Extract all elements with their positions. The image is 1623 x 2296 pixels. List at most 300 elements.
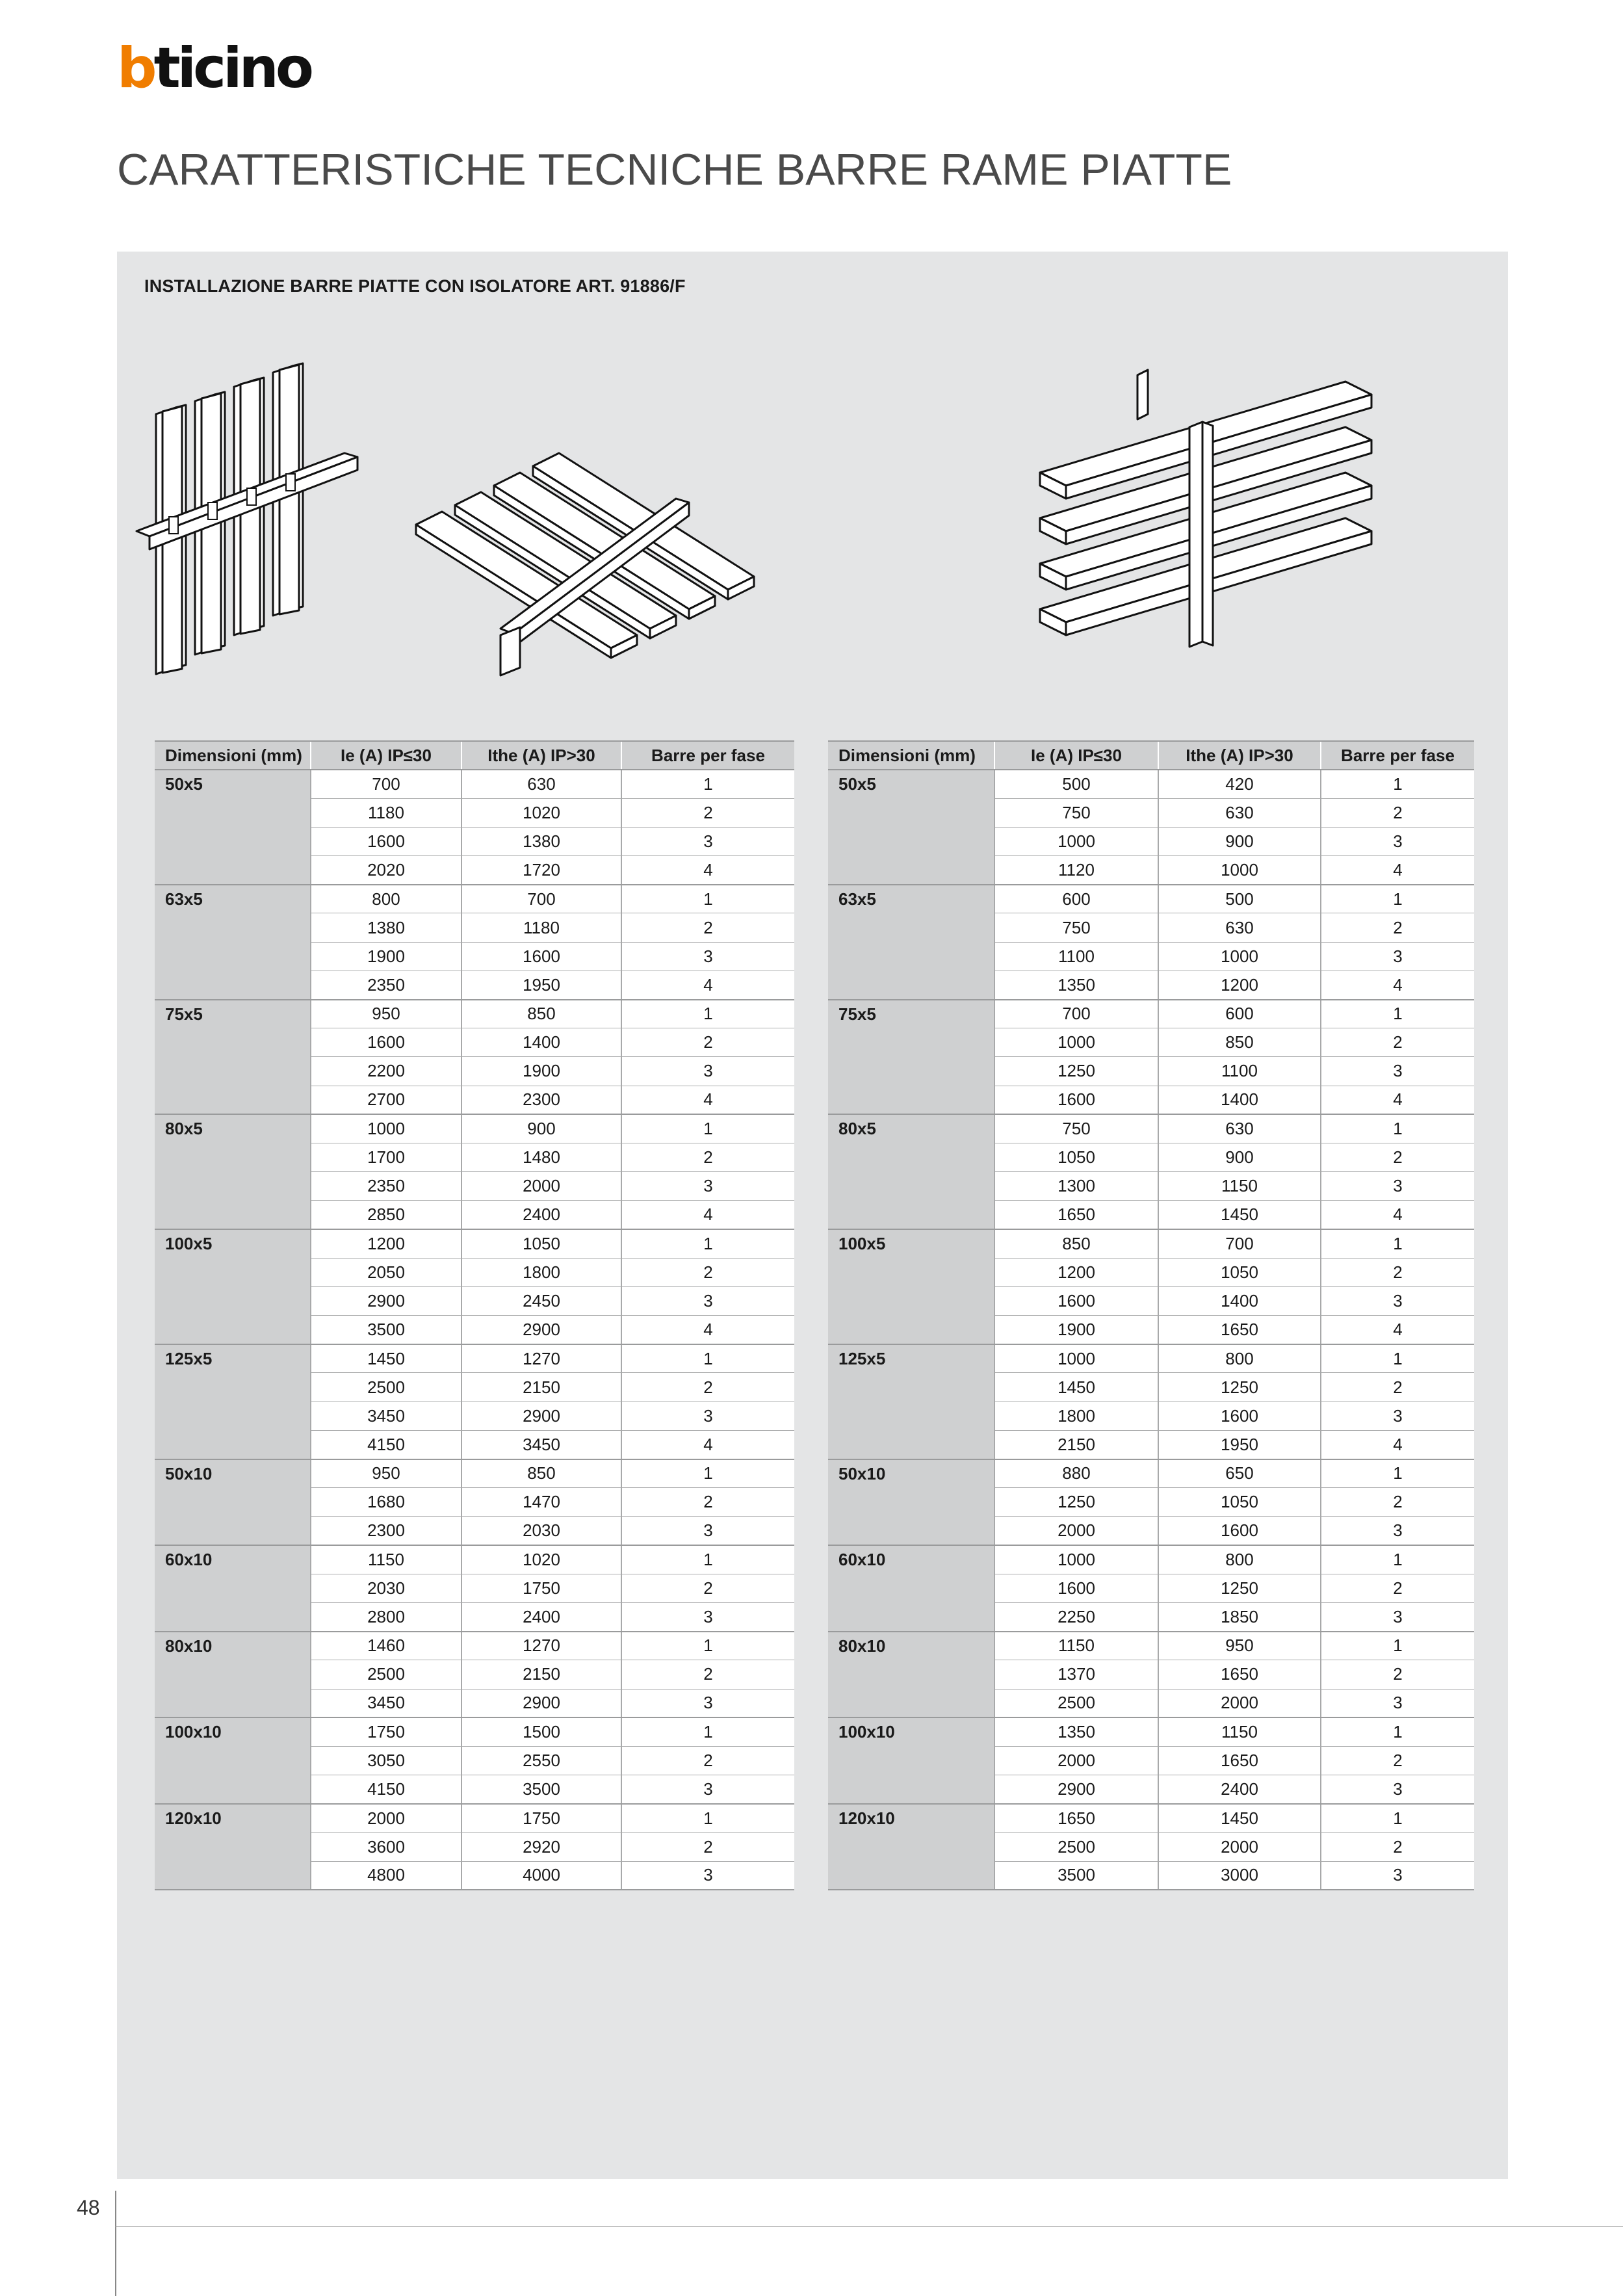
bars-per-phase-cell: 4 <box>621 1201 794 1229</box>
ithe-value-cell: 700 <box>1158 1229 1321 1258</box>
ie-value-cell: 700 <box>994 1000 1158 1028</box>
dimension-cell: 100x5 <box>828 1229 994 1344</box>
bars-per-phase-cell: 2 <box>1321 1028 1474 1057</box>
ie-value-cell: 1000 <box>994 1344 1158 1373</box>
bars-per-phase-cell: 3 <box>621 1775 794 1804</box>
ithe-value-cell: 1500 <box>461 1717 621 1746</box>
bars-per-phase-cell: 2 <box>621 913 794 942</box>
dimension-cell: 63x5 <box>828 885 994 1000</box>
ithe-value-cell: 1150 <box>1158 1172 1321 1201</box>
ie-value-cell: 850 <box>994 1229 1158 1258</box>
ie-value-cell: 1650 <box>994 1804 1158 1833</box>
ithe-value-cell: 2550 <box>461 1746 621 1775</box>
ithe-value-cell: 2000 <box>1158 1689 1321 1717</box>
bars-per-phase-cell: 1 <box>1321 1344 1474 1373</box>
dimension-cell: 75x5 <box>828 1000 994 1115</box>
ithe-value-cell: 1450 <box>1158 1201 1321 1229</box>
ie-value-cell: 2500 <box>311 1660 461 1689</box>
dimension-cell: 120x10 <box>828 1804 994 1890</box>
ithe-value-cell: 900 <box>461 1114 621 1143</box>
ie-value-cell: 2800 <box>311 1602 461 1631</box>
table-row <box>155 1459 794 1488</box>
ithe-value-cell: 1050 <box>461 1229 621 1258</box>
bars-per-phase-cell: 2 <box>621 1258 794 1286</box>
table-row <box>155 1344 794 1373</box>
ie-value-cell: 2700 <box>311 1086 461 1114</box>
bars-per-phase-cell: 3 <box>1321 1517 1474 1545</box>
ithe-value-cell: 850 <box>1158 1028 1321 1057</box>
table-row <box>155 1229 794 1258</box>
bars-per-phase-cell: 3 <box>621 1286 794 1315</box>
ie-value-cell: 3600 <box>311 1833 461 1861</box>
dimension-cell: 80x5 <box>828 1114 994 1229</box>
bars-per-phase-cell: 4 <box>621 1430 794 1459</box>
ie-value-cell: 1120 <box>994 856 1158 885</box>
ie-value-cell: 880 <box>994 1459 1158 1488</box>
table-row <box>828 1000 1474 1028</box>
ithe-value-cell: 2400 <box>461 1602 621 1631</box>
ithe-value-cell: 1800 <box>461 1258 621 1286</box>
bars-per-phase-cell: 3 <box>1321 1689 1474 1717</box>
ithe-value-cell: 600 <box>1158 1000 1321 1028</box>
right-ratings-table <box>828 740 1474 1890</box>
bticino-logo <box>117 36 311 101</box>
bars-per-phase-cell: 3 <box>1321 942 1474 971</box>
ithe-value-cell: 1950 <box>1158 1430 1321 1459</box>
column-header: Dimensioni (mm) <box>828 741 994 770</box>
ithe-value-cell: 630 <box>1158 798 1321 827</box>
ie-value-cell: 1800 <box>994 1402 1158 1430</box>
bars-per-phase-cell: 2 <box>621 1833 794 1861</box>
footer-divider-vertical <box>115 2191 116 2296</box>
bars-per-phase-cell: 3 <box>621 827 794 855</box>
bars-per-phase-cell: 2 <box>621 1746 794 1775</box>
ithe-value-cell: 1100 <box>1158 1057 1321 1086</box>
ie-value-cell: 3500 <box>311 1316 461 1344</box>
ie-value-cell: 2900 <box>994 1775 1158 1804</box>
ithe-value-cell: 1380 <box>461 827 621 855</box>
ithe-value-cell: 950 <box>1158 1632 1321 1660</box>
table-row <box>828 770 1474 798</box>
ithe-value-cell: 1480 <box>461 1143 621 1171</box>
ie-value-cell: 1370 <box>994 1660 1158 1689</box>
table-row <box>828 1545 1474 1574</box>
table-row <box>155 1804 794 1833</box>
ithe-value-cell: 900 <box>1158 1143 1321 1171</box>
bars-per-phase-cell: 2 <box>621 1143 794 1171</box>
table-row <box>828 1229 1474 1258</box>
dimension-cell: 50x10 <box>155 1459 311 1546</box>
ithe-value-cell: 1020 <box>461 1545 621 1574</box>
stacked-busbars-illustration <box>1007 336 1488 700</box>
bars-per-phase-cell: 3 <box>1321 1402 1474 1430</box>
table-row <box>828 1114 1474 1143</box>
ithe-value-cell: 1200 <box>1158 971 1321 999</box>
ithe-value-cell: 1650 <box>1158 1316 1321 1344</box>
ithe-value-cell: 3000 <box>1158 1861 1321 1890</box>
dimension-cell: 125x5 <box>828 1344 994 1459</box>
bars-per-phase-cell: 1 <box>621 1804 794 1833</box>
ithe-value-cell: 1020 <box>461 798 621 827</box>
bars-per-phase-cell: 3 <box>621 1517 794 1545</box>
ie-value-cell: 2850 <box>311 1201 461 1229</box>
ie-value-cell: 2300 <box>311 1517 461 1545</box>
ie-value-cell: 1450 <box>311 1344 461 1373</box>
ithe-value-cell: 4000 <box>461 1861 621 1890</box>
ie-value-cell: 1250 <box>994 1488 1158 1517</box>
bars-per-phase-cell: 4 <box>1321 1430 1474 1459</box>
column-header: Barre per fase <box>621 741 794 770</box>
bars-per-phase-cell: 2 <box>1321 1258 1474 1286</box>
bars-per-phase-cell: 1 <box>1321 1000 1474 1028</box>
ithe-value-cell: 2400 <box>1158 1775 1321 1804</box>
ie-value-cell: 1600 <box>311 827 461 855</box>
bars-per-phase-cell: 1 <box>1321 885 1474 913</box>
ie-value-cell: 4150 <box>311 1775 461 1804</box>
ie-value-cell: 2250 <box>994 1602 1158 1631</box>
ie-value-cell: 1700 <box>311 1143 461 1171</box>
ie-value-cell: 750 <box>994 913 1158 942</box>
dimension-cell: 80x10 <box>155 1632 311 1718</box>
ie-value-cell: 750 <box>994 798 1158 827</box>
ie-value-cell: 1050 <box>994 1143 1158 1171</box>
column-header: Ithe (A) IP>30 <box>461 741 621 770</box>
ie-value-cell: 1150 <box>311 1545 461 1574</box>
bars-per-phase-cell: 1 <box>621 1545 794 1574</box>
ithe-value-cell: 1050 <box>1158 1258 1321 1286</box>
table-row <box>155 1717 794 1746</box>
ie-value-cell: 1600 <box>994 1286 1158 1315</box>
table-row <box>155 1545 794 1574</box>
table-row <box>155 1114 794 1143</box>
table-row <box>155 770 794 798</box>
ithe-value-cell: 2400 <box>461 1201 621 1229</box>
bars-per-phase-cell: 1 <box>621 1229 794 1258</box>
ithe-value-cell: 2920 <box>461 1833 621 1861</box>
bars-per-phase-cell: 1 <box>621 770 794 798</box>
ithe-value-cell: 1650 <box>1158 1660 1321 1689</box>
column-header: Ie (A) IP≤30 <box>994 741 1158 770</box>
table-row <box>828 1804 1474 1833</box>
column-header: Ie (A) IP≤30 <box>311 741 461 770</box>
bars-per-phase-cell: 1 <box>621 1632 794 1660</box>
ie-value-cell: 750 <box>994 1114 1158 1143</box>
ie-value-cell: 1600 <box>994 1086 1158 1114</box>
bars-per-phase-cell: 2 <box>621 1574 794 1602</box>
ithe-value-cell: 1470 <box>461 1488 621 1517</box>
dimension-cell: 50x5 <box>828 770 994 885</box>
ie-value-cell: 1250 <box>994 1057 1158 1086</box>
ithe-value-cell: 1250 <box>1158 1373 1321 1402</box>
bars-per-phase-cell: 3 <box>621 1057 794 1086</box>
ithe-value-cell: 2150 <box>461 1373 621 1402</box>
horizontal-busbars-illustration <box>403 421 767 681</box>
ie-value-cell: 1900 <box>994 1316 1158 1344</box>
ie-value-cell: 1000 <box>311 1114 461 1143</box>
page-title: CARATTERISTICHE TECNICHE BARRE RAME PIATTE <box>117 145 1232 194</box>
dimension-cell: 75x5 <box>155 1000 311 1115</box>
ie-value-cell: 1680 <box>311 1488 461 1517</box>
ie-value-cell: 1350 <box>994 1717 1158 1746</box>
bars-per-phase-cell: 3 <box>1321 1602 1474 1631</box>
ie-value-cell: 2500 <box>994 1833 1158 1861</box>
ie-value-cell: 2050 <box>311 1258 461 1286</box>
ithe-value-cell: 700 <box>461 885 621 913</box>
bars-per-phase-cell: 2 <box>1321 913 1474 942</box>
table-header-row <box>828 741 1474 770</box>
ithe-value-cell: 1750 <box>461 1574 621 1602</box>
ithe-value-cell: 900 <box>1158 827 1321 855</box>
ie-value-cell: 1200 <box>994 1258 1158 1286</box>
ithe-value-cell: 650 <box>1158 1459 1321 1488</box>
ithe-value-cell: 1000 <box>1158 942 1321 971</box>
bars-per-phase-cell: 3 <box>621 1602 794 1631</box>
ie-value-cell: 1200 <box>311 1229 461 1258</box>
bars-per-phase-cell: 1 <box>621 1459 794 1488</box>
ithe-value-cell: 1400 <box>1158 1286 1321 1315</box>
bars-per-phase-cell: 2 <box>1321 1488 1474 1517</box>
bars-per-phase-cell: 3 <box>1321 1775 1474 1804</box>
bars-per-phase-cell: 1 <box>621 885 794 913</box>
bars-per-phase-cell: 1 <box>1321 770 1474 798</box>
bars-per-phase-cell: 2 <box>621 1488 794 1517</box>
ie-value-cell: 2900 <box>311 1286 461 1315</box>
dimension-cell: 50x10 <box>828 1459 994 1546</box>
bars-per-phase-cell: 4 <box>1321 1316 1474 1344</box>
ithe-value-cell: 1850 <box>1158 1602 1321 1631</box>
ithe-value-cell: 2030 <box>461 1517 621 1545</box>
dimension-cell: 80x10 <box>828 1632 994 1718</box>
ie-value-cell: 700 <box>311 770 461 798</box>
ie-value-cell: 1000 <box>994 1028 1158 1057</box>
table-row <box>155 885 794 913</box>
ithe-value-cell: 1600 <box>461 942 621 971</box>
ie-value-cell: 950 <box>311 1459 461 1488</box>
bars-per-phase-cell: 3 <box>1321 1057 1474 1086</box>
dimension-cell: 125x5 <box>155 1344 311 1459</box>
ithe-value-cell: 1150 <box>1158 1717 1321 1746</box>
ie-value-cell: 2150 <box>994 1430 1158 1459</box>
ithe-value-cell: 2900 <box>461 1402 621 1430</box>
bars-per-phase-cell: 4 <box>1321 856 1474 885</box>
ithe-value-cell: 1000 <box>1158 856 1321 885</box>
ie-value-cell: 500 <box>994 770 1158 798</box>
bars-per-phase-cell: 4 <box>1321 971 1474 999</box>
bars-per-phase-cell: 3 <box>1321 1286 1474 1315</box>
dimension-cell: 100x10 <box>155 1717 311 1804</box>
ie-value-cell: 3050 <box>311 1746 461 1775</box>
bars-per-phase-cell: 3 <box>621 1689 794 1717</box>
ie-value-cell: 1000 <box>994 1545 1158 1574</box>
ie-value-cell: 1300 <box>994 1172 1158 1201</box>
dimension-cell: 100x10 <box>828 1717 994 1804</box>
ithe-value-cell: 1750 <box>461 1804 621 1833</box>
table-row <box>828 1344 1474 1373</box>
ie-value-cell: 2020 <box>311 856 461 885</box>
bars-per-phase-cell: 3 <box>1321 1861 1474 1890</box>
ie-value-cell: 2500 <box>311 1373 461 1402</box>
bars-per-phase-cell: 2 <box>621 1028 794 1057</box>
bars-per-phase-cell: 2 <box>1321 1143 1474 1171</box>
ie-value-cell: 3500 <box>994 1861 1158 1890</box>
table-row <box>828 1632 1474 1660</box>
bars-per-phase-cell: 2 <box>1321 1746 1474 1775</box>
ie-value-cell: 1350 <box>994 971 1158 999</box>
bars-per-phase-cell: 2 <box>1321 1373 1474 1402</box>
ithe-value-cell: 1900 <box>461 1057 621 1086</box>
ie-value-cell: 600 <box>994 885 1158 913</box>
ithe-value-cell: 2900 <box>461 1316 621 1344</box>
ie-value-cell: 1750 <box>311 1717 461 1746</box>
footer-divider-horizontal <box>115 2226 1623 2227</box>
ithe-value-cell: 1950 <box>461 971 621 999</box>
bars-per-phase-cell: 2 <box>1321 1833 1474 1861</box>
ie-value-cell: 1180 <box>311 798 461 827</box>
bars-per-phase-cell: 2 <box>1321 798 1474 827</box>
ithe-value-cell: 850 <box>461 1000 621 1028</box>
bars-per-phase-cell: 4 <box>1321 1201 1474 1229</box>
bars-per-phase-cell: 1 <box>1321 1717 1474 1746</box>
dimension-cell: 50x5 <box>155 770 311 885</box>
ithe-value-cell: 630 <box>1158 913 1321 942</box>
bars-per-phase-cell: 1 <box>621 1000 794 1028</box>
table-header-row <box>155 741 794 770</box>
ithe-value-cell: 1400 <box>461 1028 621 1057</box>
ie-value-cell: 1460 <box>311 1632 461 1660</box>
bars-per-phase-cell: 1 <box>621 1344 794 1373</box>
bars-per-phase-cell: 4 <box>621 971 794 999</box>
bars-per-phase-cell: 1 <box>621 1114 794 1143</box>
ithe-value-cell: 800 <box>1158 1344 1321 1373</box>
ie-value-cell: 3450 <box>311 1402 461 1430</box>
bars-per-phase-cell: 1 <box>1321 1229 1474 1258</box>
table-row <box>828 1459 1474 1488</box>
ie-value-cell: 1600 <box>994 1574 1158 1602</box>
bars-per-phase-cell: 4 <box>621 1086 794 1114</box>
bars-per-phase-cell: 2 <box>621 798 794 827</box>
bars-per-phase-cell: 4 <box>621 856 794 885</box>
ithe-value-cell: 2450 <box>461 1286 621 1315</box>
ithe-value-cell: 1270 <box>461 1344 621 1373</box>
bars-per-phase-cell: 2 <box>621 1660 794 1689</box>
table-row <box>828 1717 1474 1746</box>
bars-per-phase-cell: 2 <box>1321 1574 1474 1602</box>
page-number: 48 <box>77 2196 100 2219</box>
bars-per-phase-cell: 1 <box>1321 1459 1474 1488</box>
ithe-value-cell: 1450 <box>1158 1804 1321 1833</box>
ithe-value-cell: 1270 <box>461 1632 621 1660</box>
ithe-value-cell: 1720 <box>461 856 621 885</box>
ie-value-cell: 1380 <box>311 913 461 942</box>
ithe-value-cell: 3500 <box>461 1775 621 1804</box>
ie-value-cell: 1000 <box>994 827 1158 855</box>
bars-per-phase-cell: 4 <box>1321 1086 1474 1114</box>
ithe-value-cell: 2300 <box>461 1086 621 1114</box>
ie-value-cell: 1600 <box>311 1028 461 1057</box>
table-row <box>155 1000 794 1028</box>
ie-value-cell: 4150 <box>311 1430 461 1459</box>
ie-value-cell: 2500 <box>994 1689 1158 1717</box>
ithe-value-cell: 1400 <box>1158 1086 1321 1114</box>
ie-value-cell: 1150 <box>994 1632 1158 1660</box>
ithe-value-cell: 800 <box>1158 1545 1321 1574</box>
bars-per-phase-cell: 2 <box>1321 1660 1474 1689</box>
bars-per-phase-cell: 2 <box>621 1373 794 1402</box>
ie-value-cell: 2000 <box>311 1804 461 1833</box>
section-heading: INSTALLAZIONE BARRE PIATTE CON ISOLATORE ART. 91886/F <box>144 276 686 296</box>
ithe-value-cell: 500 <box>1158 885 1321 913</box>
ie-value-cell: 1650 <box>994 1201 1158 1229</box>
ie-value-cell: 2350 <box>311 971 461 999</box>
bars-per-phase-cell: 1 <box>621 1717 794 1746</box>
dimension-cell: 63x5 <box>155 885 311 1000</box>
bars-per-phase-cell: 1 <box>1321 1804 1474 1833</box>
dimension-cell: 60x10 <box>828 1545 994 1632</box>
dimension-cell: 80x5 <box>155 1114 311 1229</box>
ie-value-cell: 800 <box>311 885 461 913</box>
ithe-value-cell: 2900 <box>461 1689 621 1717</box>
table-row <box>828 885 1474 913</box>
ithe-value-cell: 2000 <box>461 1172 621 1201</box>
ithe-value-cell: 1180 <box>461 913 621 942</box>
ithe-value-cell: 1600 <box>1158 1402 1321 1430</box>
ithe-value-cell: 1250 <box>1158 1574 1321 1602</box>
ithe-value-cell: 630 <box>1158 1114 1321 1143</box>
ithe-value-cell: 420 <box>1158 770 1321 798</box>
ie-value-cell: 1100 <box>994 942 1158 971</box>
bars-per-phase-cell: 4 <box>621 1316 794 1344</box>
ie-value-cell: 1900 <box>311 942 461 971</box>
ie-value-cell: 4800 <box>311 1861 461 1890</box>
ie-value-cell: 2200 <box>311 1057 461 1086</box>
column-header: Dimensioni (mm) <box>155 741 311 770</box>
dimension-cell: 100x5 <box>155 1229 311 1344</box>
ie-value-cell: 2000 <box>994 1746 1158 1775</box>
ithe-value-cell: 3450 <box>461 1430 621 1459</box>
table-row <box>155 1632 794 1660</box>
bars-per-phase-cell: 3 <box>1321 1172 1474 1201</box>
ithe-value-cell: 850 <box>461 1459 621 1488</box>
dimension-cell: 120x10 <box>155 1804 311 1890</box>
column-header: Barre per fase <box>1321 741 1474 770</box>
bars-per-phase-cell: 3 <box>621 1861 794 1890</box>
dimension-cell: 60x10 <box>155 1545 311 1632</box>
content-panel <box>117 252 1508 2179</box>
ie-value-cell: 2030 <box>311 1574 461 1602</box>
ithe-value-cell: 630 <box>461 770 621 798</box>
ithe-value-cell: 2000 <box>1158 1833 1321 1861</box>
bars-per-phase-cell: 1 <box>1321 1632 1474 1660</box>
ithe-value-cell: 1050 <box>1158 1488 1321 1517</box>
left-ratings-table <box>155 740 794 1890</box>
ie-value-cell: 3450 <box>311 1689 461 1717</box>
ie-value-cell: 1450 <box>994 1373 1158 1402</box>
column-header: Ithe (A) IP>30 <box>1158 741 1321 770</box>
bars-per-phase-cell: 3 <box>621 1172 794 1201</box>
bars-per-phase-cell: 3 <box>621 1402 794 1430</box>
ithe-value-cell: 1600 <box>1158 1517 1321 1545</box>
ie-value-cell: 2350 <box>311 1172 461 1201</box>
bars-per-phase-cell: 3 <box>621 942 794 971</box>
bars-per-phase-cell: 1 <box>1321 1545 1474 1574</box>
ithe-value-cell: 2150 <box>461 1660 621 1689</box>
logo-wordmark: bticino <box>117 36 311 101</box>
ie-value-cell: 2000 <box>994 1517 1158 1545</box>
ie-value-cell: 950 <box>311 1000 461 1028</box>
bars-per-phase-cell: 1 <box>1321 1114 1474 1143</box>
bars-per-phase-cell: 3 <box>1321 827 1474 855</box>
ithe-value-cell: 1650 <box>1158 1746 1321 1775</box>
